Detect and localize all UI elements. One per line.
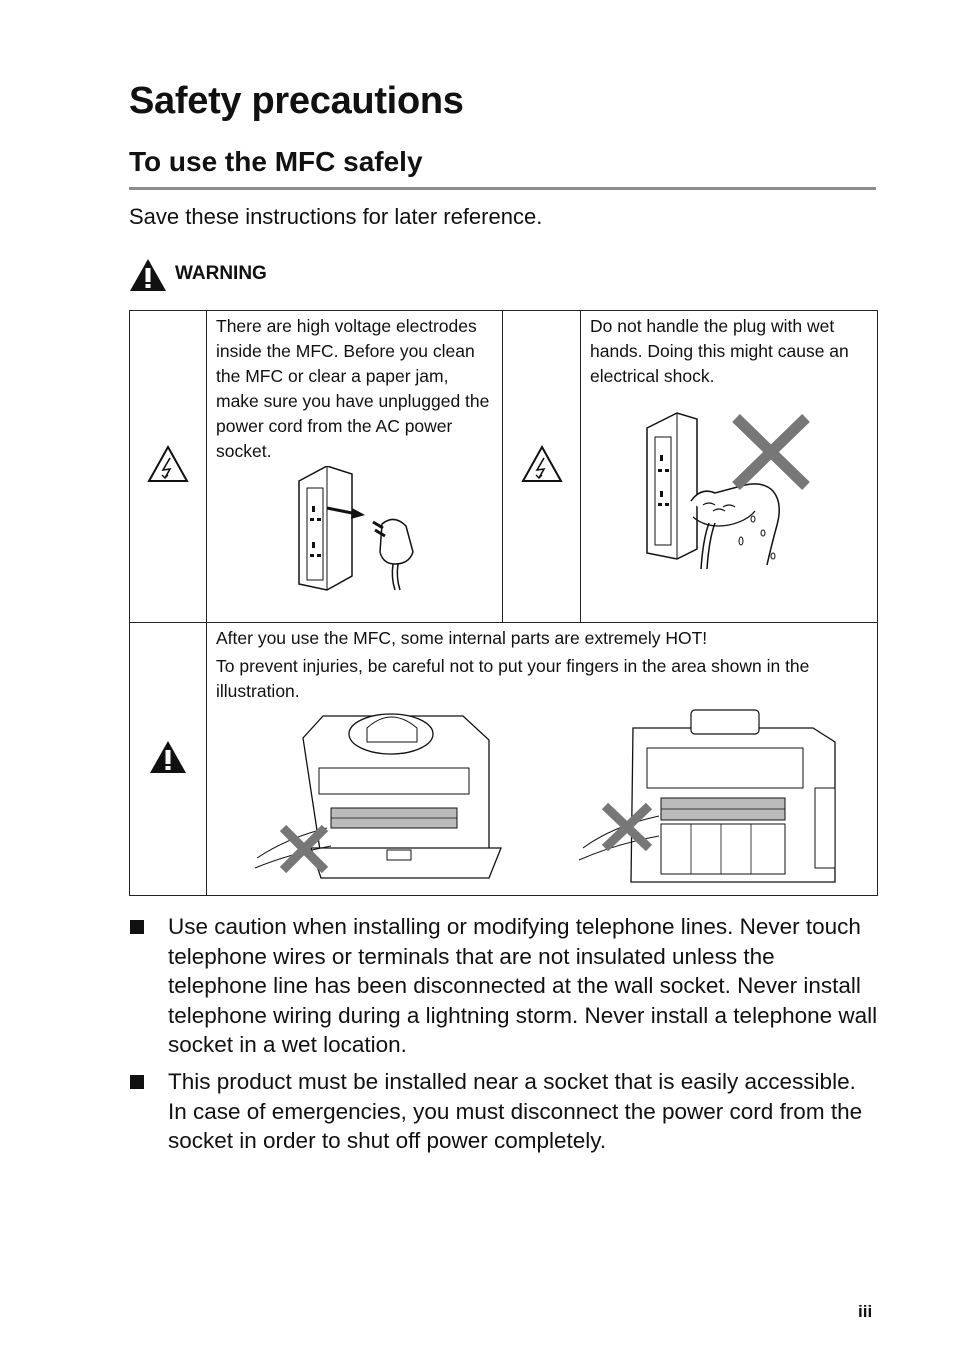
voltage-warning-cell xyxy=(207,311,503,623)
hot-icon-cell xyxy=(130,623,207,896)
mfc-hot-area-illustration xyxy=(207,708,877,890)
list-item xyxy=(129,1067,879,1156)
list-item xyxy=(129,912,879,1060)
warning-label: WARNING xyxy=(175,263,267,284)
warning-table xyxy=(129,310,878,896)
wet-hands-warning-text: Do not handle the plug with wet hands. Doing this might cause an electrical shock. xyxy=(590,316,849,386)
voltage-warning-text: There are high voltage electrodes inside the MFC. Before you clean the MFC or clear a paper jam, make sure you have unplugged the power cord from the AC power socket. xyxy=(216,316,490,461)
bullet-text: This product must be installed near a socket that is easily accessible. In case of emergencies, you must disconnect the power cord from the socket in order to shut off power completely. xyxy=(168,1068,863,1154)
shock-icon-cell xyxy=(130,311,207,623)
page-number: iii xyxy=(858,1302,873,1321)
mfc-front-open-drawing xyxy=(255,714,501,878)
prohibited-x-icon xyxy=(736,418,806,486)
mfc-back-open-drawing xyxy=(579,710,835,882)
unplug-illustration xyxy=(207,466,503,591)
warning-row-electrical xyxy=(130,311,878,623)
warning-row-hot xyxy=(130,623,878,896)
section-title: To use the MFC safely xyxy=(129,146,423,177)
electric-shock-icon xyxy=(147,445,189,483)
safety-bullet-list xyxy=(129,912,879,1163)
wet-hands-warning-cell xyxy=(581,311,878,623)
wet-hand-plug-illustration xyxy=(581,393,878,573)
bullet-square-icon xyxy=(130,920,144,934)
hot-warning-line-2: To prevent injuries, be careful not to put your fingers in the area shown in the illustration. xyxy=(216,656,810,701)
shock-icon-cell-2 xyxy=(503,311,581,623)
warning-triangle-icon xyxy=(129,258,167,292)
hot-surface-warning-icon xyxy=(149,740,187,774)
hot-warning-cell xyxy=(207,623,878,896)
bullet-text: Use caution when installing or modifying telephone lines. Never touch telephone wires or terminals that are not insulated unless the telephone line has been disconnected at the wall socket. Never install telephone wiring during a lightning storm. Never install a telephone wall socket in a wet location. xyxy=(168,914,878,1058)
page-title: Safety precautions xyxy=(129,80,464,122)
bullet-square-icon xyxy=(130,1075,144,1089)
electric-shock-icon xyxy=(521,445,563,483)
intro-text: Save these instructions for later reference. xyxy=(129,204,543,229)
hot-warning-line-1: After you use the MFC, some internal parts are extremely HOT! xyxy=(216,628,708,648)
section-divider xyxy=(129,187,876,190)
